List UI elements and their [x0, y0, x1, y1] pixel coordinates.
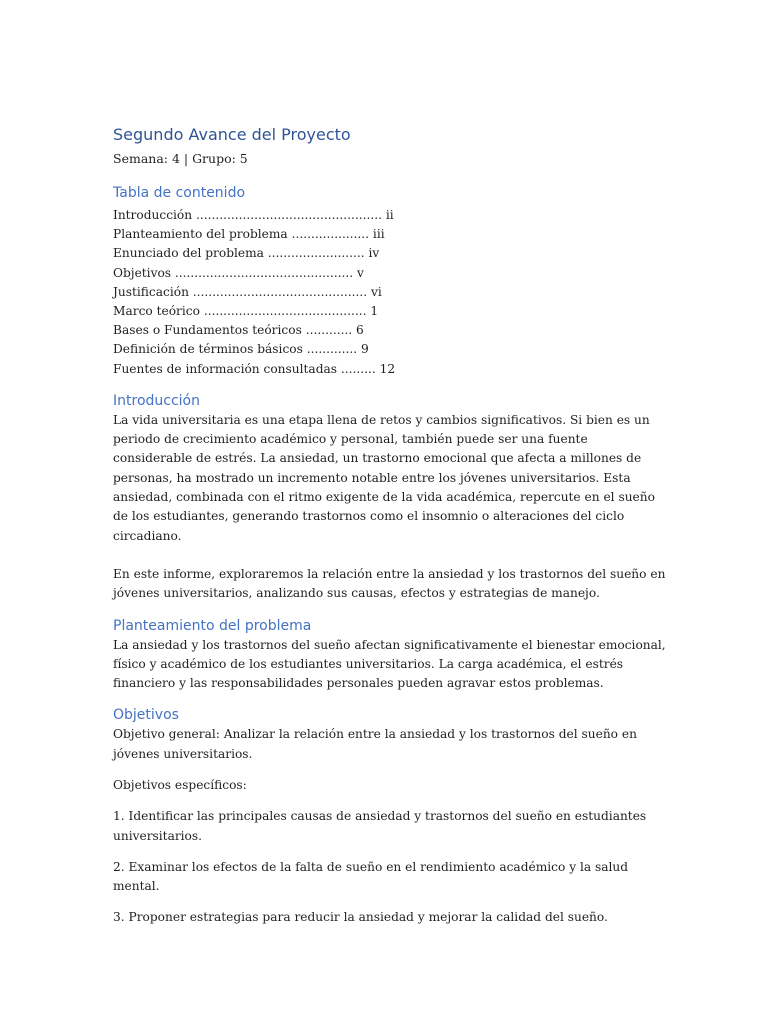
section-heading-planteamiento: Planteamiento del problema — [113, 617, 312, 634]
section-heading-introduccion: Introducción — [113, 392, 200, 409]
toc-entry[interactable]: Definición de términos básicos ............. 9 — [113, 342, 369, 357]
toc-heading: Tabla de contenido — [113, 185, 246, 201]
toc-entry[interactable]: Planteamiento del problema .................... iii — [113, 227, 385, 242]
objetivo-item: 2. Examinar los efectos de la falta de sueño en el rendimiento académico y la salud mental. — [113, 859, 629, 894]
section-heading-objetivos: Objetivos — [113, 707, 179, 724]
intro-paragraph-1: La vida universitaria es una etapa llena de retos y cambios significativos. Si bien es un periodo de crecimiento académico y personal, también puede ser una fuente considerable de estrés. La ansiedad, un trastorno emocional que afecta a millones de personas, ha mostrado un incremento notable entre los jóvenes universitarios. Esta ansiedad, combinada con el ritmo exigente de la vida académica, repercute en el sueño de los estudiantes, generando trastornos como el insomnio o alteraciones del ciclo circadiano. — [113, 412, 655, 543]
toc-entry[interactable]: Justificación ............................................. vi — [113, 284, 382, 299]
toc-entry[interactable]: Introducción ................................................ ii — [113, 208, 394, 222]
toc-entry[interactable]: Marco teórico .......................................... 1 — [113, 304, 379, 319]
toc-entry[interactable]: Bases o Fundamentos teóricos ............ 6 — [113, 323, 364, 338]
document-subtitle: Semana: 4 | Grupo: 5 — [113, 151, 248, 166]
toc-entry[interactable]: Fuentes de información consultadas ......... 12 — [113, 361, 396, 376]
document-title: Segundo Avance del Proyecto — [113, 125, 351, 144]
objetivo-item: 1. Identificar las principales causas de ansiedad y trastornos del sueño en estudiantes universitarios. — [113, 809, 647, 843]
section-planteamiento — [113, 616, 668, 694]
section-objetivos — [113, 705, 668, 927]
section-introduccion — [113, 391, 668, 604]
toc-entry[interactable]: Enunciado del problema ......................... iv — [113, 246, 380, 261]
objetivo-general: Objetivo general: Analizar la relación entre la ansiedad y los trastornos del sueño en jóvenes universitarios. — [113, 727, 637, 761]
intro-paragraph-2: En este informe, exploraremos la relación entre la ansiedad y los trastornos del sueño en jóvenes universitarios, analizando sus causas, efectos y estrategias de manejo. — [113, 566, 666, 601]
objetivos-especificos-label: Objetivos específicos: — [113, 777, 247, 792]
toc-entry[interactable]: Objetivos .............................................. v — [113, 265, 364, 280]
objetivo-item: 3. Proponer estrategias para reducir la ansiedad y mejorar la calidad del sueño. — [113, 910, 608, 925]
table-of-contents — [113, 206, 668, 379]
planteamiento-paragraph: La ansiedad y los trastornos del sueño afectan significativamente el bienestar emocional, físico y académico de los estudiantes universitarios. La carga académica, el estrés financiero y las responsabilidades personales pueden agravar estos problemas. — [113, 637, 666, 691]
